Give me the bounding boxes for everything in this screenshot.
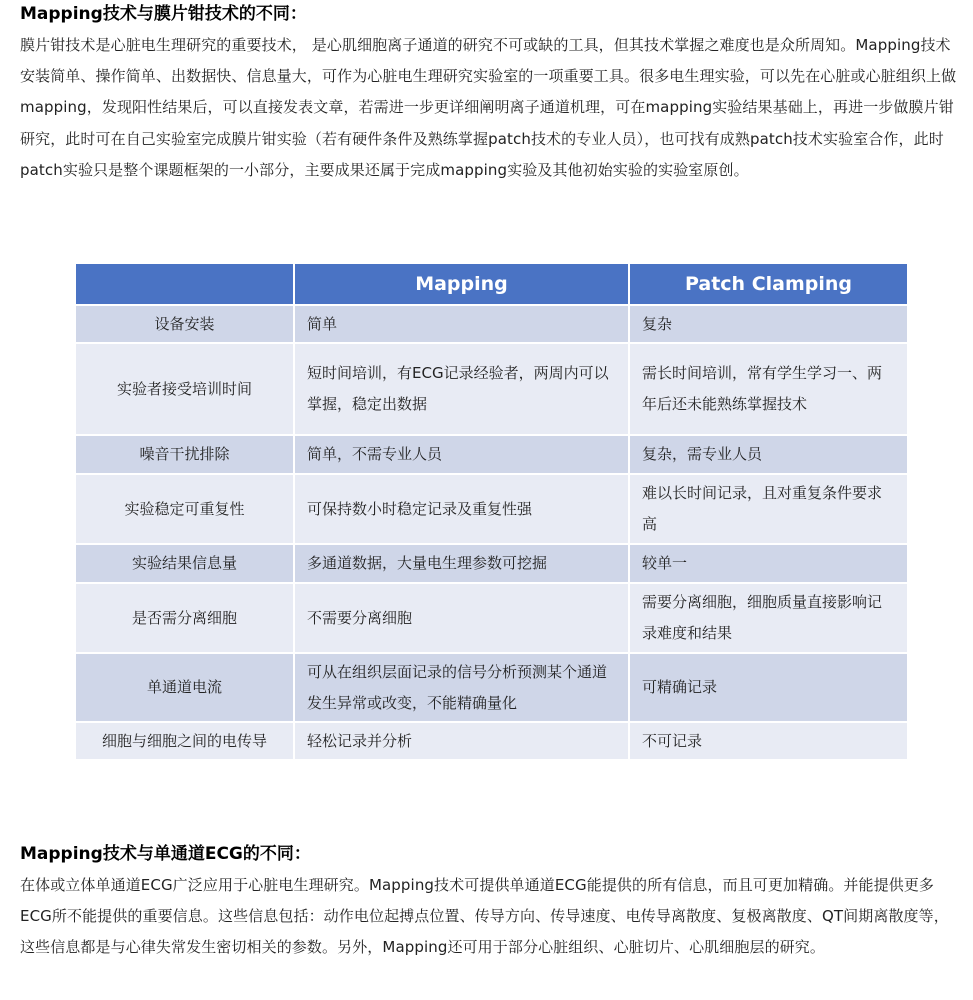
header-patch-clamping: Patch Clamping	[630, 264, 907, 306]
row-label: 噪音干扰排除	[76, 436, 295, 475]
mapping-cell: 简单	[295, 306, 630, 344]
table-header-row	[76, 264, 907, 306]
table-row	[76, 436, 907, 475]
mapping-cell: 轻松记录并分析	[295, 723, 630, 761]
table-row	[76, 723, 907, 761]
mapping-cell: 可保持数小时稳定记录及重复性强	[295, 475, 630, 545]
table-row	[76, 584, 907, 654]
section-paragraph: 在体或立体单通道ECG广泛应用于心脏电生理研究。Mapping技术可提供单通道ECG能提供的所有信息，而且可更加精确。并能提供更多ECG所不能提供的重要信息。这些信息包括：动作电位起搏点位置、传导方向、传导速度、电传导离散度、复极离散度、QT间期离散度等，这些信息都是与心律失常发生密切相关的参数。另外，Mapping还可用于部分心脏组织、心脏切片、心肌细胞层的研究。	[20, 876, 949, 957]
section-paragraph: 膜片钳技术是心脏电生理研究的重要技术， 是心肌细胞离子通道的研究不可或缺的工具，但其技术掌握之难度也是众所周知。Mapping技术安装简单、操作简单、出数据快、信息量大，可作为心脏电生理研究实验室的一项重要工具。很多电生理实验，可以先在心脏或心脏组织上做mapping，发现阳性结果后，可以直接发表文章，若需进一步更详细阐明离子通道机理，可在mapping实验结果基础上，再进一步做膜片钳研究，此时可在自己实验室完成膜片钳实验（若有硬件条件及熟练掌握patch技术的专业人员），也可找有成熟patch技术实验室合作，此时patch实验只是整个课题框架的一小部分，主要成果还属于完成mapping实验及其他初始实验的实验室原创。	[20, 36, 957, 179]
row-label: 设备安装	[76, 306, 295, 344]
comparison-table	[76, 264, 907, 761]
row-label: 单通道电流	[76, 654, 295, 723]
patch-cell: 复杂	[630, 306, 907, 344]
table-row	[76, 306, 907, 344]
row-label: 实验者接受培训时间	[76, 344, 295, 436]
header-empty	[76, 264, 295, 306]
mapping-cell: 可从在组织层面记录的信号分析预测某个通道发生异常或改变，不能精确量化	[295, 654, 630, 723]
patch-cell: 需要分离细胞，细胞质量直接影响记录难度和结果	[630, 584, 907, 654]
header-mapping: Mapping	[295, 264, 630, 306]
patch-cell: 不可记录	[630, 723, 907, 761]
patch-cell: 可精确记录	[630, 654, 907, 723]
row-label: 细胞与细胞之间的电传导	[76, 723, 295, 761]
patch-cell: 难以长时间记录，且对重复条件要求高	[630, 475, 907, 545]
patch-cell: 复杂，需专业人员	[630, 436, 907, 475]
table-row	[76, 344, 907, 436]
table-row	[76, 654, 907, 723]
mapping-cell: 短时间培训，有ECG记录经验者，两周内可以掌握，稳定出数据	[295, 344, 630, 436]
section-mapping-vs-ecg	[20, 842, 960, 964]
section-title: Mapping技术与膜片钳技术的不同：	[20, 4, 307, 24]
table-row	[76, 545, 907, 584]
row-label: 实验稳定可重复性	[76, 475, 295, 545]
mapping-cell: 不需要分离细胞	[295, 584, 630, 654]
patch-cell: 需长时间培训，常有学生学习一、两年后还未能熟练掌握技术	[630, 344, 907, 436]
section-mapping-vs-patch	[20, 2, 960, 186]
mapping-cell: 简单，不需专业人员	[295, 436, 630, 475]
section-title: Mapping技术与单通道ECG的不同：	[20, 844, 311, 864]
table-row	[76, 475, 907, 545]
mapping-cell: 多通道数据，大量电生理参数可挖掘	[295, 545, 630, 584]
row-label: 是否需分离细胞	[76, 584, 295, 654]
row-label: 实验结果信息量	[76, 545, 295, 584]
patch-cell: 较单一	[630, 545, 907, 584]
